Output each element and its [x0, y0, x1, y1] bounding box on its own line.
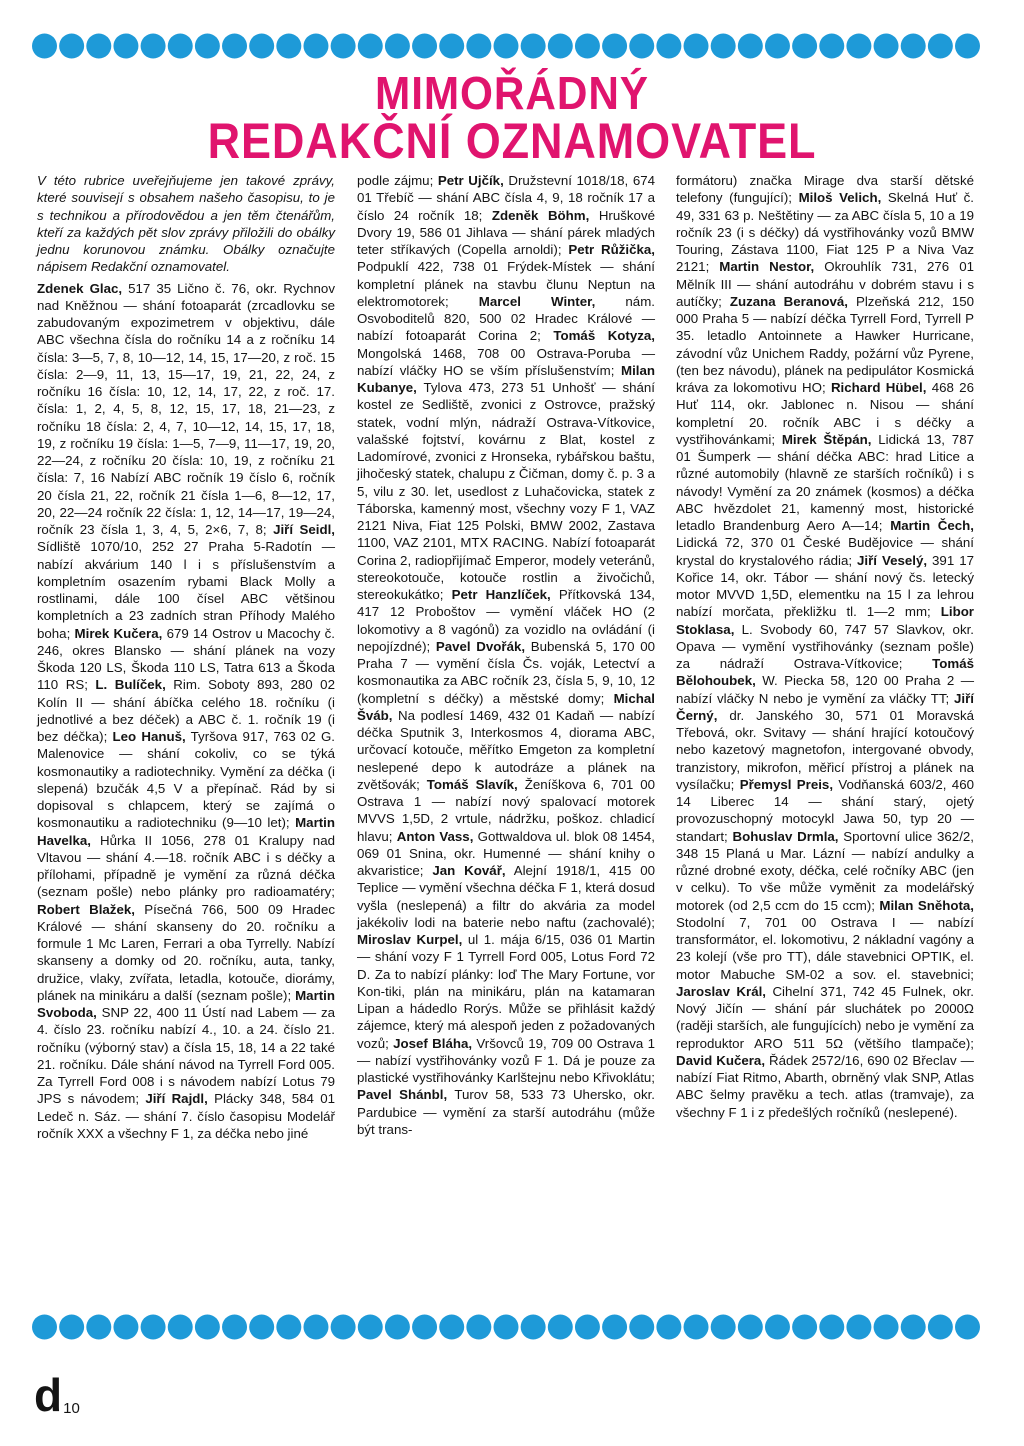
border-dot [711, 1315, 736, 1340]
page-letter: d [34, 1369, 63, 1421]
border-dot [195, 34, 220, 59]
border-dot [494, 34, 519, 59]
border-dot [684, 1315, 709, 1340]
border-dot [59, 34, 84, 59]
border-dot [575, 34, 600, 59]
border-dot [331, 1315, 356, 1340]
column-2 [357, 172, 655, 1138]
border-dot [303, 34, 328, 59]
column-2-text: podle zájmu; Petr Ujčík, Družstevní 1018/18, 674 01 Třebíč — shání ABC čísla 4, 9, 18 ročník 17 a číslo 24 ročník 18; Zdeněk Böhm, Hruškové Dvory 19, 586 01 Jihlava — shání párek mladých teter stříkavých (Copella arnoldi); Petr Růžička, Podpuklí 422, 738 01 Frýdek-Místek — shání kompletní plánek na stavbu člunu Neptun na elektromotorek; Marcel Winter, nám. Osvoboditelů 820, 500 02 Hradec Králové — nabízí fotoaparát Corina 2; Tomáš Kotyza, Mongolská 1468, 708 00 Ostrava-Poruba — nabízí vláčky HO se vším příslušenstvím; Milan Kubanye, Tylova 473, 273 51 Unhošť — shání kostel ze Sedliště, zvonici z Ostrovce, pražský statek, vodní mlýn, nádraží Ostrava-Vítkovice, valašské fojtství, kovárnu z Blat, kostel z Ladomírové, zvonici z Hronseka, rybářskou baštu, jihočeský statek, chalupu z Čičman, domy č. p. 3 a 5, vilu z 30. let, usedlost z Luhačovicka, statek z Táborska, kamenný most, všechny vozy F 1, VAZ 2121 Niva, Fiat 125 Polski, BMW 2002, Zastava 1100, VAZ 2101, MTX RACING. Nabízí fotoaparát Corina 2, radiopřijímač Emperor, modely veteránů, stereokotouče, kotouče rostlin a živočichů, stereokukátko; Petr Hanzlíček, Přítkovská 134, 417 12 Proboštov — vymění vláček HO (2 lokomotivy a 8 vagónů) za vozidlo na ovládání (i nepojízdné); Pavel Dvořák, Bubenská 5, 170 00 Praha 7 — vymění čísla Čs. voják, Letectví a kosmonautika za ABC ročník 23, čísla 5, 9, 10, 12 (kompletní s déčky) a městské domy; Michal Šváb, Na podlesí 1469, 432 01 Kadaň — nabízí déčka Sputnik 3, Interkosmos 4, diorama ABC, určovací kotouče, měřítko Emgeton za kompletní neslepené depo k autodráze a plánek na zvětšovák; Tomáš Slavík, Ženíškova 6, 701 00 Ostrava 1 — nabízí nový spalovací motorek MVVS 1,5D, 2 vrtule, nádržku, poškoz. chladicí hlavu; Anton Vass, Gottwaldova ul. blok 08 1454, 069 01 Snina, okr. Humenné — shání knihy o akvaristice; Jan Kovář, Alejní 1918/1, 415 00 Teplice — vymění všechna déčka F 1, která dosud vyšla (neslepená) a filtr do akvária za model jakékoliv lodi na baterie nebo naftu (zachovalé); Miroslav Kurpel, ul 1. mája 6/15, 036 01 Martin — shání vozy F 1 Tyrrell Ford 005, Lotus Ford 72 D. Za to nabízí plánky: loď The Mary Fortune, vor Kon-tiki, plán na minikáru, plán na katamaran Lipan a hádedlo Rorýs. Může se přihlásit každý zájemce, který má alespoň jeden z požadovaných vozů; Josef Bláha, Vršovců 19, 709 00 Ostrava 1 — nabízí vystřihovánky vozů F 1. Dá je pouze za plastické vystřihovánky Karlštejnu nebo Křivoklátu; Pavel Shánbl, Turov 58, 533 73 Uhersko, okr. Pardubice — vymění za starší autodráhu (může být trans- [357, 173, 656, 1137]
border-dot [901, 1315, 926, 1340]
border-dot [439, 34, 464, 59]
border-dot [331, 34, 356, 59]
border-dot [711, 34, 736, 59]
border-dot [86, 1315, 111, 1340]
border-dot [385, 34, 410, 59]
intro-text: V této rubrice uveřejňujeme jen takové zprávy, které souvisejí s obsahem našeho časopisu, to je s technikou a přírodovědou a jen těm čtenářům, kteří za každých pět slov zprávy přiložili do obálky jednu korunovou známku. Obálky označujte nápisem Redakční oznamovatel. [37, 173, 335, 275]
border-dot [276, 34, 301, 59]
border-dot [955, 34, 980, 59]
border-dot [792, 1315, 817, 1340]
border-dot [32, 1315, 57, 1340]
border-dot [412, 1315, 437, 1340]
border-dot [575, 1315, 600, 1340]
border-dot [222, 34, 247, 59]
border-dot [412, 34, 437, 59]
border-dot [168, 1315, 193, 1340]
border-dot [928, 1315, 953, 1340]
border-dot [684, 34, 709, 59]
border-dot [548, 34, 573, 59]
border-dot [168, 34, 193, 59]
border-dot [32, 34, 57, 59]
border-dot [276, 1315, 301, 1340]
border-dot [494, 1315, 519, 1340]
page-number [34, 1369, 80, 1421]
border-dot [846, 34, 871, 59]
border-dot [195, 1315, 220, 1340]
border-dot [521, 1315, 546, 1340]
column-3-text: formátoru) značka Mirage dva starší dětské telefony (fungující); Miloš Velich, Skelná Huť č. 49, 331 63 p. Neštětiny — za ABC čísla 5, 10 a 19 ročník 23 (i s déčky) dá vystřihovánky vozů BMW Touring, Zástava 1100, Fiat 125 P a Niva Vaz 2121; Martin Nestor, Okrouhlík 731, 276 01 Mělník III — shání autodráhu v dobrém stavu i s autíčky; Zuzana Beranová, Plzeňská 212, 150 000 Praha 5 — nabízí déčka Tyrrell Ford, Tyrrell P 35. letadlo Antoinnete a Hawker Hurricane, závodní vůz Unichem Raddy, požární vůz Pyrene, (ten bez návodu), plánek na pedipulátor Kosmická kráva za lokomotivu HO; Richard Hübel, 468 26 Huť 114, okr. Jablonec n. Nisou — shání kompletní 20. ročník ABC i s déčky a vystřihovánkami; Mirek Štěpán, Lidická 13, 787 01 Šumperk — shání déčka ABC: hrad Litice a různé automobily (hlavně ze starších ročníků) i s návody! Vymění za 20 známek (kosmos) a déčka ABC hvězdolet 21, kamenný most, historické letadlo Brandenburg Aero A—14; Martin Čech, Lidická 72, 370 01 České Budějovice — shání krystal do krystalového rádia; Jiří Veselý, 391 17 Kořice 14, okr. Tábor — shání nový čs. letecký motor MVVD 1,5D, elementku na 15 l za lehrou nabízí morčata, překližku tl. 1—2 mm; Libor Stoklasa, L. Svobody 60, 747 57 Slavkov, okr. Opava — vymění vystřihovánky (seznam pošle) za nádraží Ostrava-Vítkovice; Tomáš Bělohoubek, W. Piecka 58, 120 00 Praha 2 — nabízí vláčky N nebo je vymění za vláčky TT; Jiří Černý, dr. Janského 30, 571 01 Moravská Třebová, okr. Svitavy — shání hrající kotoučový nebo kazetový magnetofon, intergované obvody, tranzistory, mikrofon, měřicí přístroj a plánek na vysílačku; Přemysl Preis, Vodňanská 603/2, 460 14 Liberec 14 — shání starý, ojetý provozuschopný motocykl Jawa 50, typ 20 — standart; Bohuslav Drmla, Sportovní ulice 362/2, 348 15 Planá u Mar. Lázní — nabízí andulky a různé drobné exoty, déčka, celé ročníky ABC (jen v celku). To vše může vyměnit za modelářský motorek (od 2,5 ccm do 15 ccm); Milan Sněhota, Stodolní 7, 701 00 Ostrava I — nabízí transformátor, el. lokomotivu, 2 nákladní vagóny a 23 kolejí (vše pro TT), dále stavebnici OPTIK, el. motor Mabuche SM-02 a sov. el. stavebnici; Jaroslav Král, Cihelní 371, 742 45 Fulnek, okr. Nový Jičín — shání pár sluchátek po 2000Ω (raději starších, ale fungujících) nebo je vymění za reproduktor ARO 511 5Ω (většího tlampače); David Kučera, Řádek 2572/16, 690 02 Břeclav — nabízí Fiat Ritmo, Abarth, obrněný vlak SNP, Atlas ABC šelmy pravěku a tech. atlas (tramvaje), za všechny F 1 i z předešlých ročníků (neslepené). [676, 173, 975, 1120]
border-dot [819, 1315, 844, 1340]
border-dot [466, 1315, 491, 1340]
border-dot [738, 34, 763, 59]
column-1-text: Zdenek Glac, 517 35 Lično č. 76, okr. Rychnov nad Kněžnou — shání fotoaparát (zrcadlovku se zabudovaným expozimetrem v objektivu, dále ABC všechna čísla do ročníku 14 a z ročníku 14 čísla: 3—5, 7, 8, 10—12, 14, 15, 17—20, z roč. 15 čísla: 2—9, 11, 13, 15—17, 19, 21, 22, 24, z ročníku 16 čísla: 10, 12, 14, 17, 22, z roč. 17. čísla: 1, 2, 4, 5, 8, 12, 15, 17, 18, 21—23, z ročníku 18 čísla: 2, 4, 7, 10—12, 14, 15, 17, 18, 19, z ročníku 19 čísla: 1—5, 7—9, 11—17, 19, 20, 22—24, z ročníku 20 čísla: 10, 19, z ročníku 21 čísla: 7, 16 Nabízí ABC ročník 19 číslo 6, ročník 20 čísla 21, 22, ročník 21 čísla 1—6, 8—12, 17, 20, 22—24 ročník 22 čísla: 1, 12, 14—17, 19—24, ročník 23 čísla 1, 3, 4, 5, 2×6, 7, 8; Jiří Seidl, Sídliště 1070/10, 252 27 Praha 5-Radotín — nabízí akvárium 140 l i s příslušenstvím a kompletním osazením rybami Black Molly a rostlinami, dále 100 čísel ABC většinou kompletních a 23 zadních stran Příhody Malého boha; Mirek Kučera, 679 14 Ostrov u Macochy č. 246, okres Blansko — shání plánek na vozy Škoda 120 LS, Škoda 110 LS, Tatra 613 a Škoda 110 RS; L. Bulíček, Rim. Soboty 893, 280 02 Kolín II — shání ábíčka celého 18. ročníku (i jednotlivé a bez déček) a ABC č. 1. ročník 19 (i bez déčka); Leo Hanuš, Tyršova 917, 763 02 G. Malenovice — shání cokoliv, co se týká kosmonautiky a radiotechniky. Vymění za déčka (i slepená) bzučák 4,5 V a přepínač. Rád by si dopisoval s chlapcem, který se zajímá o kosmonautiku a radiotechniku (9—10 let); Martin Havelka, Hůrka II 1056, 278 01 Kralupy nad Vltavou — shání 4.—18. ročník ABC i s déčky a přílohami, případně je vymění za různá déčka (seznam pošle) nebo plánky pro radioamatéry; Robert Blažek, Písečná 766, 500 09 Hradec Králové — shání skanseny do 20. ročníku a formule 1 Mc Laren, Ferrari a oba Tyrrelly. Nabízí skanseny a domky od 20. ročníku, auta, tanky, družice, vlaky, zvířata, letadla, kotouče, diorámy, plánek na minikáru a další (seznam pošle); Martin Svoboda, SNP 22, 400 11 Ústí nad Labem — za 4. číslo 23. ročníku nabízí 4., 10. a 24. číslo 21. ročníku (výborný stav) a čísla 15, 18, 14 a 22 také 21. ročníku. Dále shání návod na Tyrrell Ford 005. Za Tyrrell Ford 008 i s návodem nabízí Lotus 79 JPS s návodem; Jiří Rajdl, Plácky 348, 584 01 Ledeč n. Sáz. — shání 7. číslo časopisu Modelář ročník XXX a všechny F 1, za déčka nebo jiné [37, 280, 336, 1141]
border-dot [629, 1315, 654, 1340]
border-dot [602, 34, 627, 59]
border-dot [548, 1315, 573, 1340]
border-dot [249, 1315, 274, 1340]
border-dot [819, 34, 844, 59]
border-dot [955, 1315, 980, 1340]
border-dot [385, 1315, 410, 1340]
border-dot [59, 1315, 84, 1340]
border-dot [358, 34, 383, 59]
title-line-2: REDAKČNÍ OZNAMOVATEL [207, 113, 817, 169]
border-dot [928, 34, 953, 59]
border-dot [303, 1315, 328, 1340]
border-dot [792, 34, 817, 59]
border-dot [765, 34, 790, 59]
column-3 [676, 172, 974, 1121]
border-dot [521, 34, 546, 59]
border-dot [222, 1315, 247, 1340]
top-dot-border [32, 32, 980, 60]
border-dot [656, 1315, 681, 1340]
page-number-digits: 10 [63, 1400, 80, 1417]
border-dot [141, 1315, 166, 1340]
border-dot [846, 1315, 871, 1340]
border-dot [113, 34, 138, 59]
border-dot [874, 1315, 899, 1340]
column-1 [37, 172, 335, 1142]
border-dot [358, 1315, 383, 1340]
border-dot [874, 34, 899, 59]
border-dot [439, 1315, 464, 1340]
border-dot [656, 34, 681, 59]
border-dot [249, 34, 274, 59]
border-dot [141, 34, 166, 59]
border-dot [738, 1315, 763, 1340]
border-dot [602, 1315, 627, 1340]
border-dot [466, 34, 491, 59]
border-dot [901, 34, 926, 59]
border-dot [113, 1315, 138, 1340]
bottom-dot-border [32, 1313, 980, 1341]
title-line-1: MIMOŘÁDNÝ [375, 67, 649, 119]
border-dot [765, 1315, 790, 1340]
border-dot [629, 34, 654, 59]
border-dot [86, 34, 111, 59]
